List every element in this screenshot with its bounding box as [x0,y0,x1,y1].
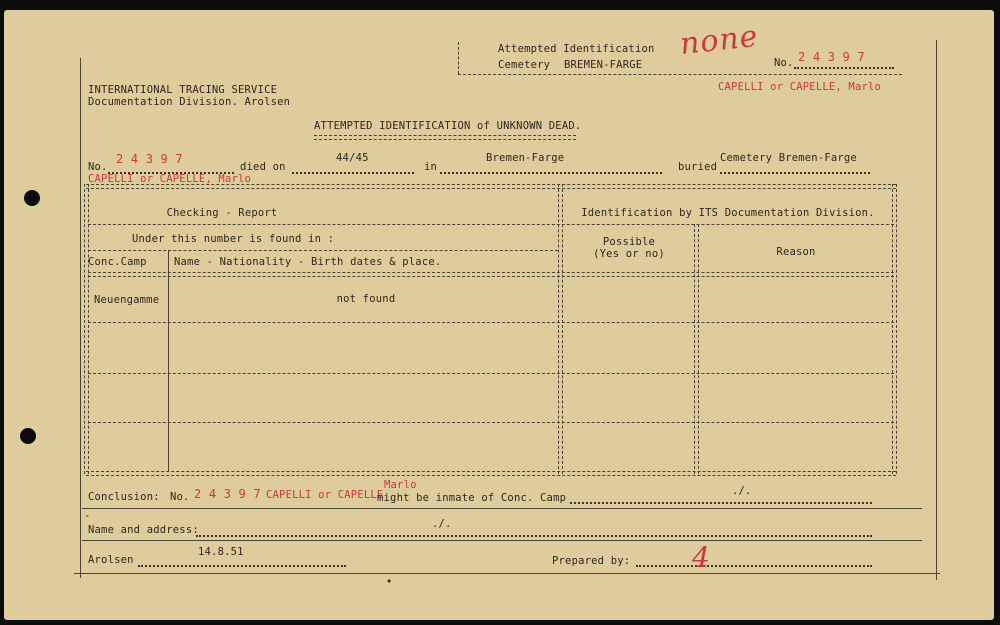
conclusion-no-value: 2 4 3 9 7 [194,487,261,501]
prepared-by-value: 4 [692,541,711,574]
record-buried-value: Cemetery Bremen-Farge [720,152,857,164]
col-camp-header: Conc.Camp [88,256,147,268]
col-possible-header-1: Possible [602,236,656,248]
table-camp-divider [168,250,169,472]
punch-hole-bottom [20,428,36,444]
record-buried-dots [720,172,870,174]
record-no-label: No. [88,161,108,173]
conclusion-no-label: No. [170,491,190,503]
header-name-stamp: CAPELLI or CAPELLE, Marlo [718,81,882,93]
header-box-left [458,42,459,74]
header-box-cemetery-value: BREMEN-FARGE [564,59,643,71]
table-top-border [86,184,896,189]
table-header-rule [88,224,894,225]
conclusion-rule [82,508,922,509]
record-in-dots [440,172,662,174]
row-camp-cell: Neuengamme [94,294,160,306]
prepared-by-label: Prepared by: [552,555,631,567]
bottom-dot-mark: • [386,576,393,588]
punch-hole-top [24,190,40,206]
conclusion-dots [570,502,872,504]
col-reason-header: Reason [776,246,816,258]
table-bottom-border [86,471,896,476]
header-box-line1: Attempted Identification [498,43,655,55]
conclusion-name-extra: Marlo [384,479,417,491]
col-possible-header-2: (Yes or no) [593,248,665,260]
header-box-cemetery-label: Cemetery [498,59,551,71]
under-number-label: Under this number is found in : [132,233,335,245]
address-label: Name and address: [88,524,199,536]
address-rule [82,540,922,541]
org-line2: Documentation Division. Arolsen [88,96,291,108]
table-reason-border [694,224,699,474]
address-value: ./. [432,518,452,530]
identification-heading: Identification by ITS Documentation Division. [581,207,875,219]
record-in-label: in [424,161,438,173]
conclusion-value: ./. [732,485,752,497]
header-no-label: No. [774,57,794,69]
row-name-cell: not found [336,293,396,305]
record-died-value: 44/45 [336,152,369,164]
checking-report-heading: Checking - Report [166,207,278,219]
document-title: ATTEMPTED IDENTIFICATION of UNKNOWN DEAD. [314,120,582,132]
address-dots [196,535,872,537]
rule-dash-mark: - [84,510,91,522]
conclusion-label: Conclusion: [88,491,160,503]
conclusion-text: might be inmate of Conc. Camp [377,492,567,504]
handwritten-none: none [678,18,761,63]
footer-date: 14.8.51 [198,546,244,558]
record-died-dots [292,172,414,174]
header-no-dots [794,67,894,69]
table-row-rule-2 [88,373,894,374]
record-no-value: 2 4 3 9 7 [116,152,183,166]
frame-right-line [936,40,937,580]
table-mid-border [558,184,563,474]
table-right-border [892,184,897,474]
record-in-value: Bremen-Farge [486,152,565,164]
col-name-header: Name - Nationality - Birth dates & place. [174,256,442,268]
title-underline [314,135,576,140]
frame-left-line [80,58,81,578]
table-subheader-rule [88,250,558,251]
footer-place: Arolsen [88,554,134,566]
header-no-value: 2 4 3 9 7 [798,50,865,64]
table-row-rule-1 [88,322,894,323]
record-buried-label: buried [678,161,718,173]
record-died-label: died on [240,161,286,173]
footer-date-dots [138,565,346,567]
prepared-by-dots [636,565,872,567]
org-line1: INTERNATIONAL TRACING SERVICE [88,84,278,96]
document-card [4,10,994,620]
table-left-border [84,184,89,474]
table-header-bottom [88,272,894,277]
frame-bottom-line [74,573,940,574]
table-row-rule-3 [88,422,894,423]
record-name-stamp: CAPELLI or CAPELLE, Marlo [88,173,252,185]
header-box-bottom [458,74,902,75]
conclusion-name: CAPELLI or CAPELLE [266,489,384,501]
